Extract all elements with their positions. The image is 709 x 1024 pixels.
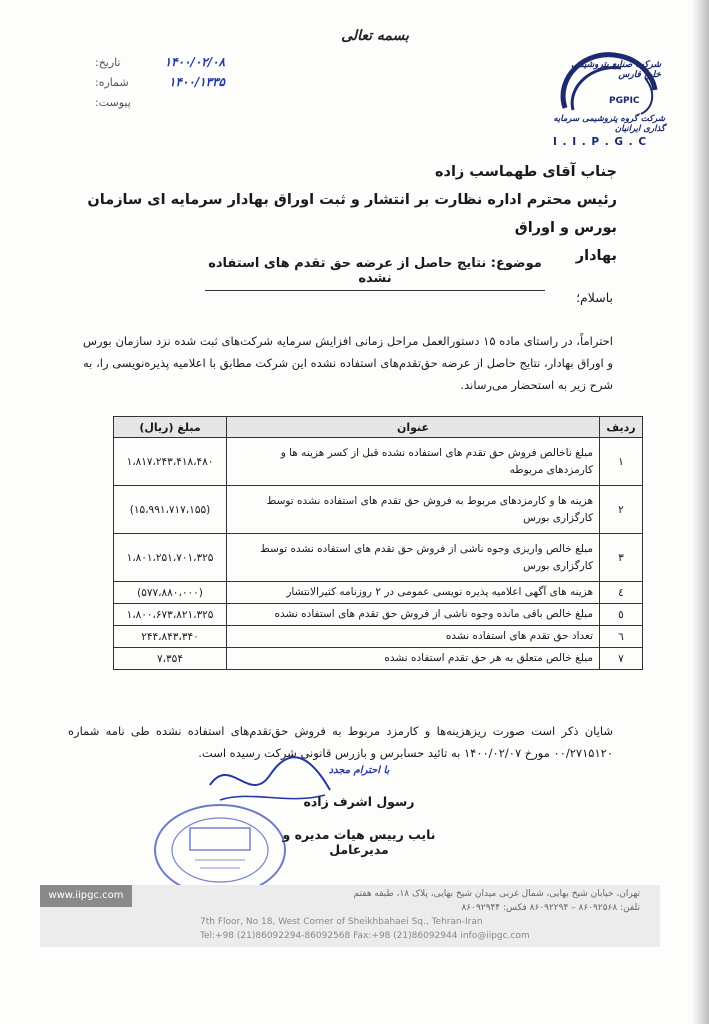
addressee-line-2: رئیس محترم اداره نظارت بر انتشار و ثبت اوراق بهادار سرمایه ای سازمان بورس و اوراق xyxy=(87,192,617,236)
table-row xyxy=(114,438,643,486)
logo-group-fa: شرکت گروه پتروشیمی سرمایه گذاری ایرانیان xyxy=(553,114,665,134)
basmala: بسمه تعالی xyxy=(341,28,409,44)
closing-note: شایان ذکر است صورت ریزهزینه‌ها و کارمزد مربوط به فروش حق‌تقدم‌های استفاده نشده طی نامه شماره ۰۰/۲۷۱۵۱۲۰ مورخ ۱۴۰۰/۰۲/۰۷ به تائید حسابرس و بازرس قانونی شرکت رسیده است. xyxy=(68,724,613,760)
attachment-label: پیوست: xyxy=(95,95,131,109)
row-amount: ۱،۸۱۷،۲۴۳،۴۱۸،۴۸۰ xyxy=(114,438,227,486)
footer-website: www.iipgc.com xyxy=(40,885,132,907)
row-title: مبلغ خالص متعلق به هر حق تقدم استفاده نشده xyxy=(227,648,600,670)
header-amount: مبلغ (ریال) xyxy=(114,417,227,438)
signatory-name: رسول اشرف زاده xyxy=(303,794,415,809)
table-row xyxy=(114,626,643,648)
footer-address-fa: تهران، خیابان شیخ بهایی، شمال غربی میدان شیخ بهایی، پلاک ۱۸، طبقه هفتم xyxy=(353,889,640,899)
row-title: تعداد حق تقدم های استفاده نشده xyxy=(227,626,600,648)
table-row xyxy=(114,604,643,626)
row-idx: ۲ xyxy=(600,486,643,534)
table-row xyxy=(114,582,643,604)
company-logo xyxy=(545,38,665,156)
row-idx: ۱ xyxy=(600,438,643,486)
signatory-role: نایب رییس هیات مدیره و مدیرعامل xyxy=(282,827,436,857)
signature-greeting: با احترام مجدد xyxy=(328,765,390,776)
header-title: عنوان xyxy=(227,417,600,438)
row-title: هزینه های آگهی اعلامیه پذیره نویسی عمومی در ۲ روزنامه کثیرالانتشار xyxy=(227,582,600,604)
row-amount: (۵۷۷،۸۸۰،۰۰۰) xyxy=(114,582,227,604)
row-title: هزینه ها و کارمزدهای مربوط به فروش حق تقدم های استفاده نشده توسط کارگزاری بورس xyxy=(227,486,600,534)
footer-address xyxy=(200,887,640,943)
footer-phone-fa: تلفن: ۸۶۰۹۲۵۶۸ – ۸۶۰۹۲۲۹۴ فکس: ۸۶۰۹۲۹۴۴ xyxy=(461,903,640,913)
letter-meta xyxy=(95,52,225,112)
salutation: باسلام؛ xyxy=(576,290,613,305)
logo-group-en: I . I . P . G . C xyxy=(553,136,648,148)
row-amount: (۱۵،۹۹۱،۷۱۷،۱۵۵) xyxy=(114,486,227,534)
row-idx: ٦ xyxy=(600,626,643,648)
number-row xyxy=(95,72,225,92)
footer-phone-en: Tel:+98 (21)86092294-86092568 Fax:+98 (21)86092944 info@iipgc.com xyxy=(200,931,530,941)
addressee-line-3: بهادار xyxy=(575,248,617,264)
scan-edge-shadow xyxy=(691,0,709,1024)
row-amount: ۱،۸۰۱،۲۵۱،۷۰۱،۳۲۵ xyxy=(114,534,227,582)
body-paragraph: احتراماً، در راستای ماده ۱۵ دستورالعمل مراحل زمانی افزایش سرمایه شرکت‌های ثبت شده نزد سازمان بورس و اوراق بهادار، نتایج حاصل از عرضه حق‌تقدم‌های استفاده نشده این شرکت مطابق با اعلامیه پذیره‌نویسی را، به شرح زیر به استحضار می‌رساند. xyxy=(83,334,613,392)
addressee-block xyxy=(57,158,617,270)
row-amount: ۱،۸۰۰،۶۷۳،۸۲۱،۳۲۵ xyxy=(114,604,227,626)
attachment-row xyxy=(95,92,225,112)
row-idx: ٥ xyxy=(600,604,643,626)
logo-company-fa: شرکت صنایع پتروشیمی خلیج فارس xyxy=(571,60,661,80)
date-value: ۱۴۰۰/۰۲/۰۸ xyxy=(164,55,225,69)
addressee-line-1: جناب آقای طهماسب زاده xyxy=(434,164,617,180)
row-title: مبلغ ناخالص فروش حق تقدم های استفاده نشده قبل از کسر هزینه ها و کارمزدهای مربوطه xyxy=(227,438,600,486)
row-idx: ۳ xyxy=(600,534,643,582)
date-label: تاریخ: xyxy=(95,55,121,69)
row-amount: ۷،۳۵۴ xyxy=(114,648,227,670)
logo-company-en: PGPIC xyxy=(609,96,640,106)
results-table xyxy=(113,416,643,670)
footer-address-en: 7th Floor, No 18, West Corner of Sheikhbahaei Sq., Tehran-Iran xyxy=(200,917,483,927)
table-row xyxy=(114,534,643,582)
row-amount: ۲۴۴،۸۴۳،۳۴۰ xyxy=(114,626,227,648)
row-title: مبلغ خالص واریزی وجوه ناشی از فروش حق تقدم های استفاده نشده توسط کارگزاری بورس xyxy=(227,534,600,582)
row-idx: ٤ xyxy=(600,582,643,604)
letterhead-footer xyxy=(40,885,660,947)
header-idx: ردیف xyxy=(600,417,643,438)
table-row xyxy=(114,648,643,670)
number-label: شماره: xyxy=(95,75,129,89)
date-row xyxy=(95,52,225,72)
row-title: مبلغ خالص باقی مانده وجوه ناشی از فروش حق تقدم های استفاده نشده xyxy=(227,604,600,626)
number-value: ۱۴۰۰/۱۳۳۵ xyxy=(169,75,225,89)
row-idx: ۷ xyxy=(600,648,643,670)
table-header-row xyxy=(114,417,643,438)
table-row xyxy=(114,486,643,534)
letter-subject: موضوع: نتایج حاصل از عرضه حق تقدم های استفاده نشده xyxy=(205,256,545,291)
